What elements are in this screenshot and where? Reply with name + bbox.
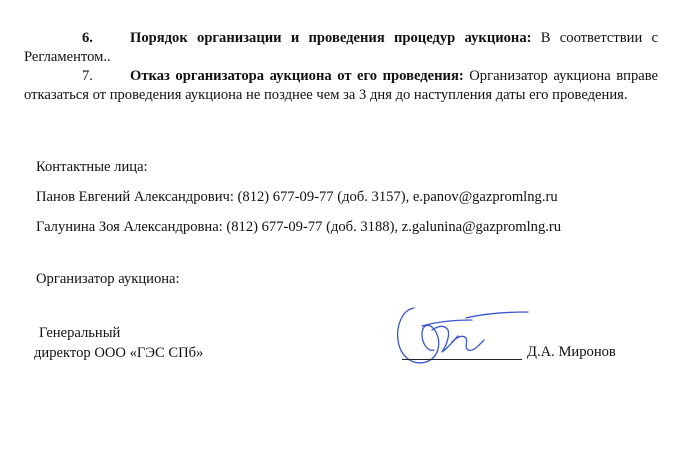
paragraph-7-text: Организатор аукциона вправе отказаться от проведения аукциона не позднее чем за 3 дня до наступления даты его проведения. [24,68,659,103]
signatory-title-line-1: Генеральный [39,325,121,341]
signatory-name: Д.А. Миронов [527,344,616,360]
paragraph-6-number: 6. [82,30,93,46]
paragraph-6-heading: Порядок организации и проведения процедур аукциона: [130,30,532,46]
signature-line [402,359,522,360]
contact-line: Панов Евгений Александрович: (812) 677-09-77 (доб. 3157), e.panov@gazpromlng.ru [36,189,558,205]
handwritten-signature [392,300,542,376]
organizer-label: Организатор аукциона: [36,271,180,287]
contact-line: Галунина Зоя Александровна: (812) 677-09-77 (доб. 3188), z.galunina@gazpromlng.ru [36,219,562,235]
paragraph-6-text: В соответствии с Регламентом.. [24,30,659,65]
signatory-title-line-2: директор ООО «ГЭС СПб» [34,345,204,361]
paragraph-7 [24,67,658,105]
contacts-heading: Контактные лица: [36,159,148,175]
paragraph-6 [24,29,658,67]
signature-ink [398,308,528,363]
paragraph-7-number: 7. [82,68,93,84]
paragraph-7-heading: Отказ организатора аукциона от его проведения: [130,68,464,84]
